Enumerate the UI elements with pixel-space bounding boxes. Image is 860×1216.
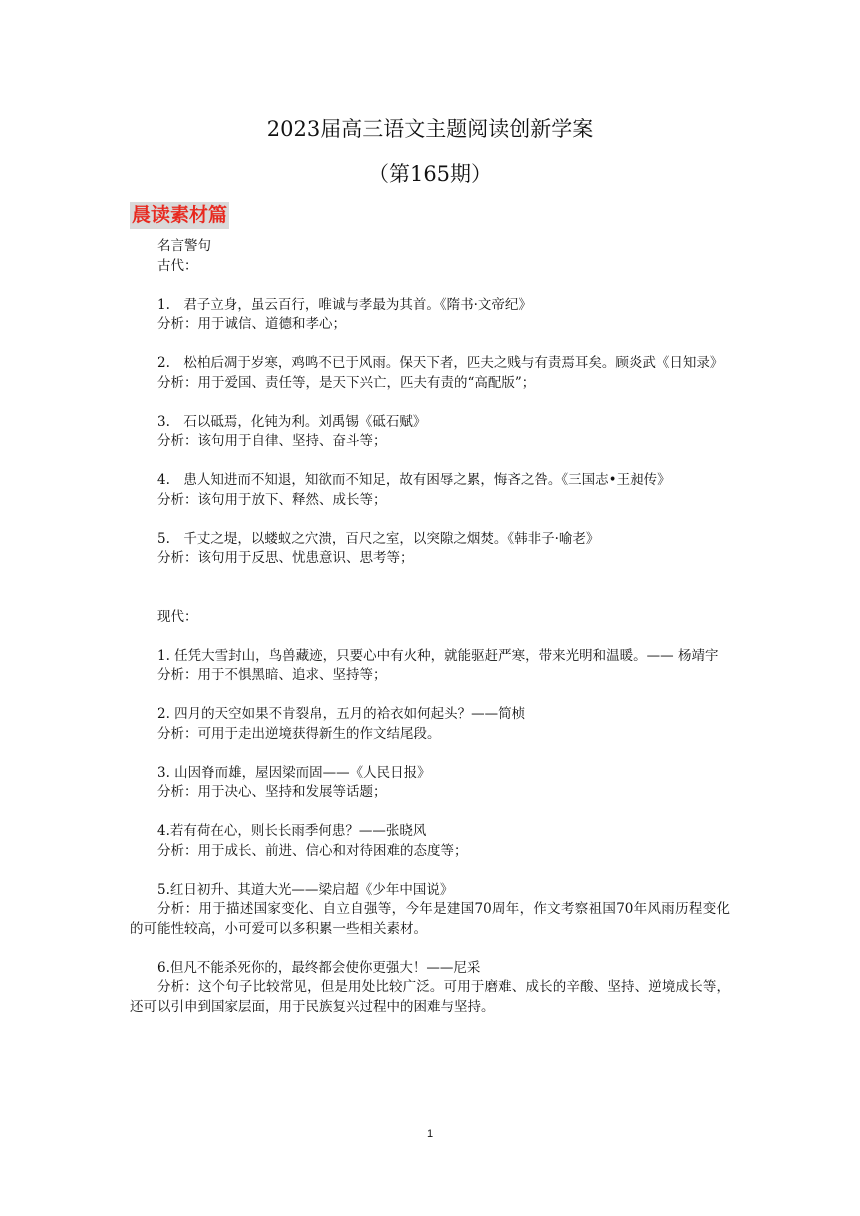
ancient-label: 古代： xyxy=(157,257,198,274)
modern-analysis: 分析：可用于走出逆境获得新生的作文结尾段。 xyxy=(157,725,441,742)
modern-quote: 1. 任凭大雪封山，鸟兽藏迹，只要心中有火种，就能驱赶严寒，带来光明和温暖。—— 杨靖宇 xyxy=(157,647,719,664)
modern-quote: 5.红日初升、其道大光——梁启超《少年中国说》 xyxy=(157,881,454,898)
ancient-analysis: 分析：用于爱国、责任等，是天下兴亡，匹夫有责的“高配版”； xyxy=(157,374,536,391)
modern-analysis: 分析：用于不惧黑暗、追求、坚持等； xyxy=(157,667,387,683)
section-heading: 晨读素材篇 xyxy=(130,202,229,229)
modern-quote: 6.但凡不能杀死你的，最终都会使你更强大！——尼采 xyxy=(157,959,481,976)
modern-analysis: 分析：用于决心、坚持和发展等话题； xyxy=(157,784,387,800)
ancient-analysis: 分析：用于诚信、道德和孝心； xyxy=(157,316,346,332)
document-body xyxy=(130,237,730,1017)
modern-analysis: 分析：这个句子比较常见，但是用处比较广泛。可用于磨难、成长的辛酸、坚持、逆境成长等，还可以引申到国家层面，用于民族复兴过程中的困难与坚持。 xyxy=(130,979,730,1015)
modern-quote: 3. 山因脊而雄，屋因梁而固——《人民日报》 xyxy=(157,764,431,781)
ancient-analysis: 分析：该句用于放下、释然、成长等； xyxy=(157,491,387,508)
modern-quote: 4.若有荷在心，则长长雨季何患？——张晓风 xyxy=(157,823,427,839)
modern-analysis: 分析：用于描述国家变化、自立自强等，今年是建国70周年，作文考察祖国70年风雨历程变化的可能性较高，小可爱可以多积累一些相关素材。 xyxy=(130,901,730,937)
modern-analysis: 分析：用于成长、前进、信心和对待困难的态度等； xyxy=(157,842,468,859)
ancient-quote: 5. 千丈之堤，以蝼蚁之穴溃，百尺之室，以突隙之烟焚。《韩非子·喻老》 xyxy=(157,530,600,547)
ancient-quote: 1. 君子立身，虽云百行，唯诚与孝最为其首。《隋书·文帝纪》 xyxy=(157,296,532,313)
ancient-analysis: 分析：该句用于反思、忧患意识、思考等； xyxy=(157,550,414,566)
intro-label: 名言警句 xyxy=(157,238,211,254)
ancient-quote: 4. 患人知进而不知退，知欲而不知足，故有困辱之累，悔吝之咎。《三国志•王昶传》 xyxy=(157,472,671,488)
page-issue: （第165期） xyxy=(367,162,493,186)
modern-label: 现代： xyxy=(157,608,198,625)
ancient-analysis: 分析：该句用于自律、坚持、奋斗等； xyxy=(157,433,387,449)
page-number: 1 xyxy=(426,1128,434,1140)
ancient-quote: 2. 松柏后凋于岁寒，鸡鸣不已于风雨。保天下者，匹夫之贱与有责焉耳矣。顾炎武《日知录》 xyxy=(157,355,724,371)
modern-quote: 2. 四月的天空如果不肯裂帛，五月的袷衣如何起头？——简桢 xyxy=(157,706,526,722)
page-title: 2023届高三语文主题阅读创新学案 xyxy=(266,117,594,141)
ancient-quote: 3. 石以砥焉，化钝为利。刘禹锡《砥石赋》 xyxy=(157,413,427,430)
